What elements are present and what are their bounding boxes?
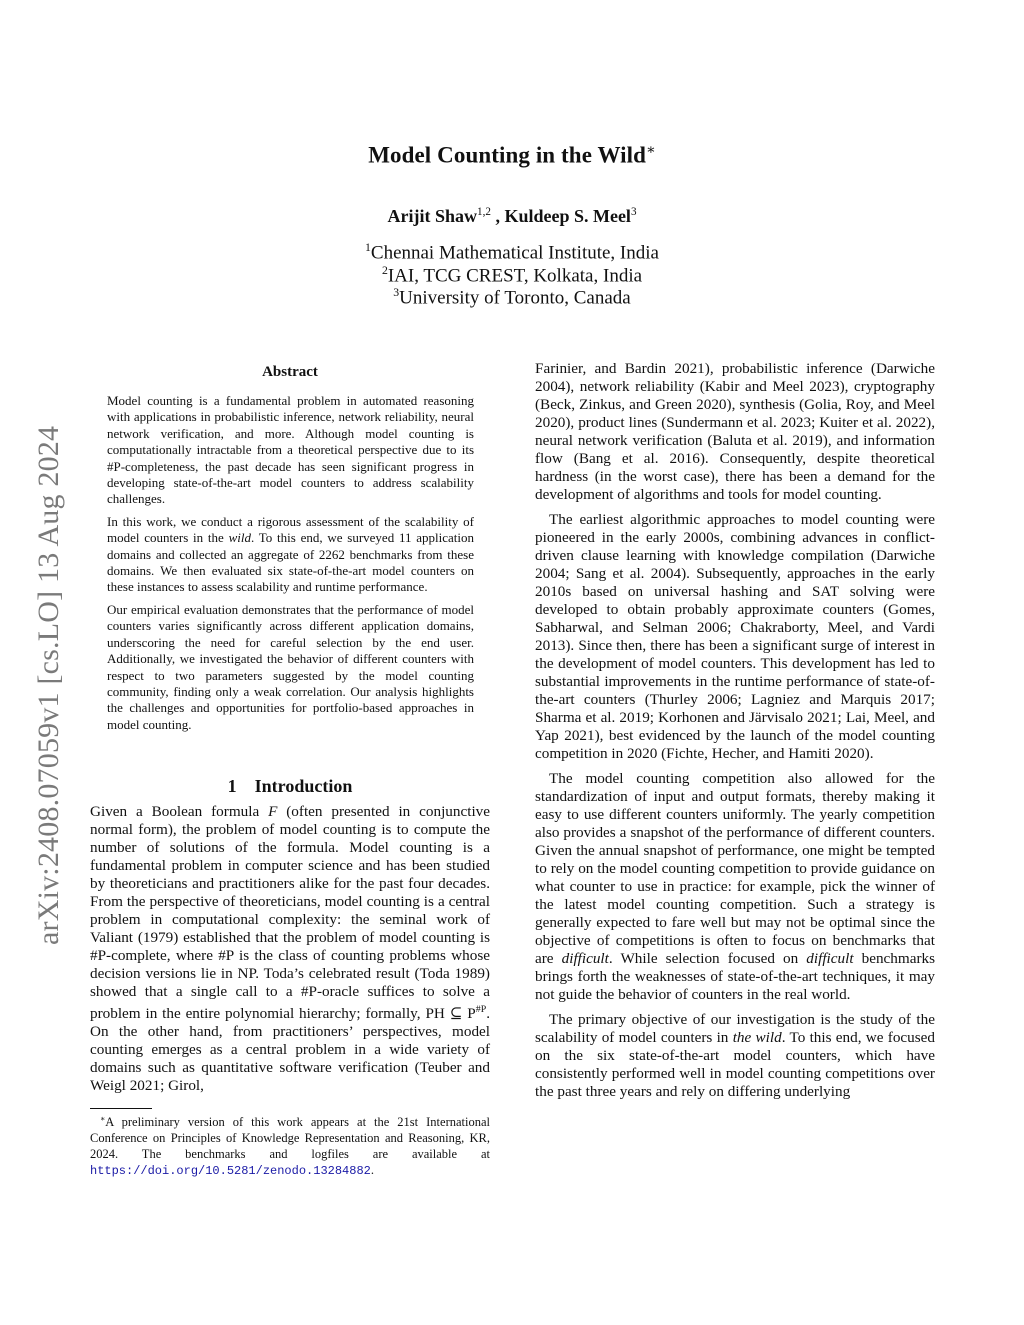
paper-title xyxy=(0,142,1024,169)
affiliation-text: Chennai Mathematical Institute, India xyxy=(370,242,659,264)
footnote-marker: ∗ xyxy=(100,1114,106,1123)
affiliation xyxy=(0,282,1024,309)
text-run: . On the other hand, from practitioners’ perspectives, model counting emerges as a central problem in a wide variety of domains such as quantitative software verification (Teuber and Weigl 2021; Girol, xyxy=(90,1005,490,1095)
emphasis: wild xyxy=(228,530,251,546)
text-run: . To this end, we focused on the six state-of-the-art model counters, which have consistently performed well in model counting competitions over the past three years and rely on differing underlying xyxy=(535,1029,936,1100)
abstract-paragraph xyxy=(107,514,474,596)
abstract-body xyxy=(107,393,474,739)
section-number: 1 xyxy=(227,776,237,796)
introduction-body xyxy=(90,803,490,1095)
body-paragraph: Farinier, and Bardin 2021), probabilistic inference (Darwiche 2004), network reliability (Kabir and Meel 2023), cryptography (Beck, Zinkus, and Green 2020), synthesis (Golia, Roy, and Meel 2020), product lines (Sundermann et al. 2023; Kuiter et al. 2022), neural network verification (Baluta et al. 2019), and information flow (Bang et al. 2016). Consequently, despite theoretical hardness (in the worst case), there has been a demand for the development of algorithms and tools for model counting. xyxy=(535,360,935,503)
text-run: benchmarks brings forth the weaknesses of state-of-the-art techniques, it may not guide the behavior of counters in the real world. xyxy=(535,950,936,1003)
affiliation-text: University of Toronto, Canada xyxy=(399,287,631,309)
author-affil-marker: 3 xyxy=(630,206,637,218)
section-heading xyxy=(90,776,490,797)
math-variable: F xyxy=(268,803,278,820)
author-name: Arijit Shaw xyxy=(387,206,477,226)
affiliation-marker: 1 xyxy=(365,241,371,254)
abstract-heading: Abstract xyxy=(262,364,318,380)
affiliation-text: IAI, TCG CREST, Kolkata, India xyxy=(387,265,643,287)
abstract-paragraph: Our empirical evaluation demonstrates that the performance of model counters varies significantly across different application domains, underscoring the need for careful selection by the end user. Additionally, we investigated the behavior of different counters with respect to two parameters suggested by the model counting community, finding only a weak correlation. Our analysis highlights the challenges and opportunities for portfolio-based approaches in model counting. xyxy=(107,601,474,732)
emphasis: difficult xyxy=(561,950,609,967)
affiliation-marker: 3 xyxy=(393,286,400,299)
footnote-end: . xyxy=(370,1163,374,1178)
author-separator: , xyxy=(490,206,505,226)
abstract-paragraph: Model counting is a fundamental problem in automated reasoning with applications in probabilistic inference, network reliability, neural network verification, and more. Although model counting is computationally intractable from a theoretical perspective due to its #P-completeness, the past decade has seen significant progress in developing state-of-the-art model counters to address scalability challenges. xyxy=(107,393,474,507)
footnote-rule xyxy=(90,1108,152,1109)
section-title: Introduction xyxy=(254,776,353,796)
text-run: The primary objective of our investigation is the study of the scalability of model counters in xyxy=(535,1011,935,1046)
author-list xyxy=(0,206,1024,227)
text-run: (often presented in conjunctive normal form), the problem of model counting is to compute the number of solutions of the formula. Model counting is a fundamental problem in computer science and has been studied by theoreticians and practitioners alike for the past four decades. From the perspective of theoreticians, model counting is a central problem in computational complexity: the seminal work of Valiant (1979) established that the problem of model counting is #P-complete, where #P is the class of counting problems whose decision versions lie in NP. Toda’s celebrated result (Toda 1989) showed that a single call to a #P-oracle suffices to solve a problem in the entire polynomial hierarchy; formally, PH ⊆ P xyxy=(90,803,491,1023)
body-paragraph xyxy=(535,770,935,1004)
affiliation-marker: 2 xyxy=(381,264,388,277)
text-run: The model counting competition also allowed for the standardization of input and output formats, thereby making it easy to use different counters uniformly. The yearly competition also provides a snapshot of the performance of different counters. Given the annual snapshot of performance, one might be tempted to rely on the model counting competition to provide guidance on what counter to use in practice: for example, pick the winner of the latest model counting competition. Such a strategy is generally expected to fare well but may not be optimal since the objective of competitions is often to focus on benchmarks that are xyxy=(535,770,935,967)
text-run: . To this end, we surveyed 11 application domains and collected an aggregate of 2262 benchmarks from these domains. We then evaluated six state-of-the-art model counters on these instances to assess scalability and runtime performance. xyxy=(107,530,474,595)
body-paragraph xyxy=(90,803,490,1095)
arxiv-identifier: arXiv:2408.07059v1 [cs.LO] 13 Aug 2024 xyxy=(32,425,65,945)
text-run: In this work, we conduct a rigorous assessment of the scalability of model counters in the xyxy=(107,513,474,546)
math-superscript: #P xyxy=(475,1004,487,1015)
footnote xyxy=(90,1111,490,1179)
body-paragraph: The earliest algorithmic approaches to model counting were pioneered in the early 2000s, combining advances in conflict-driven clause learning with knowledge compilation (Darwiche 2004; Sang et al. 2004). Subsequently, approaches in the early 2010s based on universal hashing and SAT solving were developed to obtain probably approximate counters (Gomes, Sabharwal, and Selman 2006; Chakraborty, Meel, and Vardi 2013). Since then, there has been a significant surge of interest in the development of model counters. This development has led to substantial improvements in the runtime performance of state-of-the-art counters (Thurley 2006; Lagniez and Marquis 2017; Sharma et al. 2019; Korhonen and Järvisalo 2021; Lai, Meel, and Yap 2021), best evidenced by the launch of the model counting competition in 2020 (Fichte, Hecher, and Hamiti 2020). xyxy=(535,511,935,762)
title-text: Model Counting in the Wild xyxy=(368,142,647,168)
author-name: Kuldeep S. Meel xyxy=(504,206,631,226)
emphasis: the wild xyxy=(732,1029,782,1046)
title-footnote-marker: ∗ xyxy=(646,142,656,158)
body-paragraph xyxy=(535,1011,935,1101)
emphasis: difficult xyxy=(806,950,854,967)
author-affil-marker: 1,2 xyxy=(476,206,491,218)
doi-link[interactable]: https://doi.org/10.5281/zenodo.13284882 xyxy=(90,1164,371,1179)
footnote-text: A preliminary version of this work appears at the 21st International Conference on Principles of Knowledge Representation and Reasoning, KR, 2024. The benchmarks and logfiles are available at xyxy=(90,1115,490,1162)
text-run: . While selection focused on xyxy=(608,950,807,967)
right-column xyxy=(535,360,935,1101)
text-run: Given a Boolean formula xyxy=(90,803,269,820)
